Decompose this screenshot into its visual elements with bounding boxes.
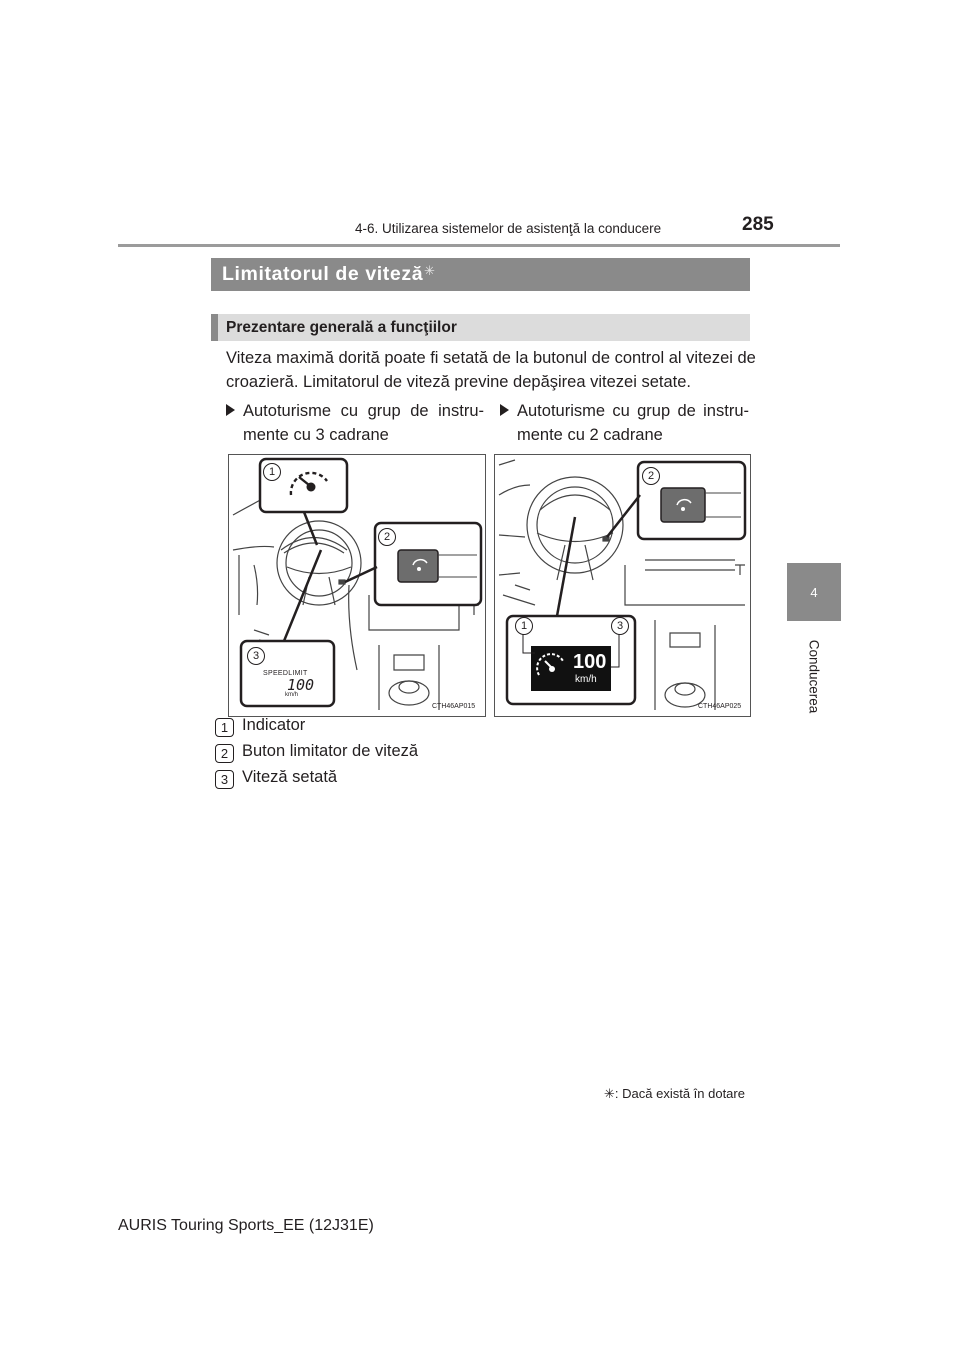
legend-number: 3 [215, 770, 234, 789]
callout-badge-1: 1 [515, 617, 533, 635]
callout-badge-1: 1 [263, 463, 281, 481]
chapter-tab-name [787, 621, 841, 731]
callout-badge-2: 2 [642, 467, 660, 485]
figure-3-dial-cluster [228, 454, 486, 717]
display-speed-unit: km/h [575, 674, 597, 685]
variant-bullet-2-dials [500, 399, 750, 449]
legend-number: 1 [215, 718, 234, 737]
running-header-section: 4-6. Utilizarea sistemelor de asistenţă la conducere [355, 221, 662, 236]
variant-label: Autoturisme cu grup de instru-mente cu 3 cadrane [243, 402, 484, 444]
chapter-tab-number [787, 563, 841, 621]
display-speedlimit-label: SPEEDLIMIT [263, 670, 308, 677]
legend-label: Viteză setată [242, 768, 338, 786]
figure-code: CTH46AP015 [432, 703, 476, 710]
variant-bullet-3-dials [226, 399, 484, 449]
footnote [604, 1086, 745, 1102]
figure-code: CTH46AP025 [698, 703, 742, 710]
intro-paragraph: Viteza maximă dorită poate fi setată de la butonul de control al vitezei de croazieră. Limitatorul de viteză previne depăşirea vitezei setate. [226, 349, 756, 391]
footnote-marker: ✳ [604, 1086, 615, 1101]
title-asterisk-marker: ✳ [424, 263, 436, 278]
page-title-text: Limitatorul de viteză [222, 263, 424, 285]
bullet-triangle-icon [500, 404, 509, 416]
figure-2-dial-cluster [494, 454, 751, 717]
page-title [222, 263, 436, 286]
legend-label: Indicator [242, 716, 306, 734]
document-footer: AURIS Touring Sports_EE (12J31E) [118, 1217, 374, 1234]
legend-number: 2 [215, 744, 234, 763]
chapter-number: 4 [810, 584, 818, 600]
header-rule [118, 244, 840, 247]
chapter-name: Conducerea [806, 639, 822, 713]
display-speed-unit: km/h [285, 692, 299, 698]
dashboard-illustration-2-dial [495, 455, 750, 716]
display-speed-value: 100 [573, 651, 607, 673]
footnote-text: : Dacă există în dotare [614, 1086, 745, 1101]
display-speed-value: 100 [287, 676, 315, 694]
page-number: 285 [742, 214, 774, 235]
callout-badge-3: 3 [247, 647, 265, 665]
legend-label: Buton limitator de viteză [242, 742, 419, 760]
bullet-triangle-icon [226, 404, 235, 416]
variant-label: Autoturisme cu grup de instru-mente cu 2 cadrane [517, 402, 749, 444]
subsection-accent [211, 314, 218, 341]
callout-badge-3: 3 [611, 617, 629, 635]
subsection-title: Prezentare generală a funcţiilor [226, 319, 457, 336]
callout-badge-2: 2 [378, 528, 396, 546]
